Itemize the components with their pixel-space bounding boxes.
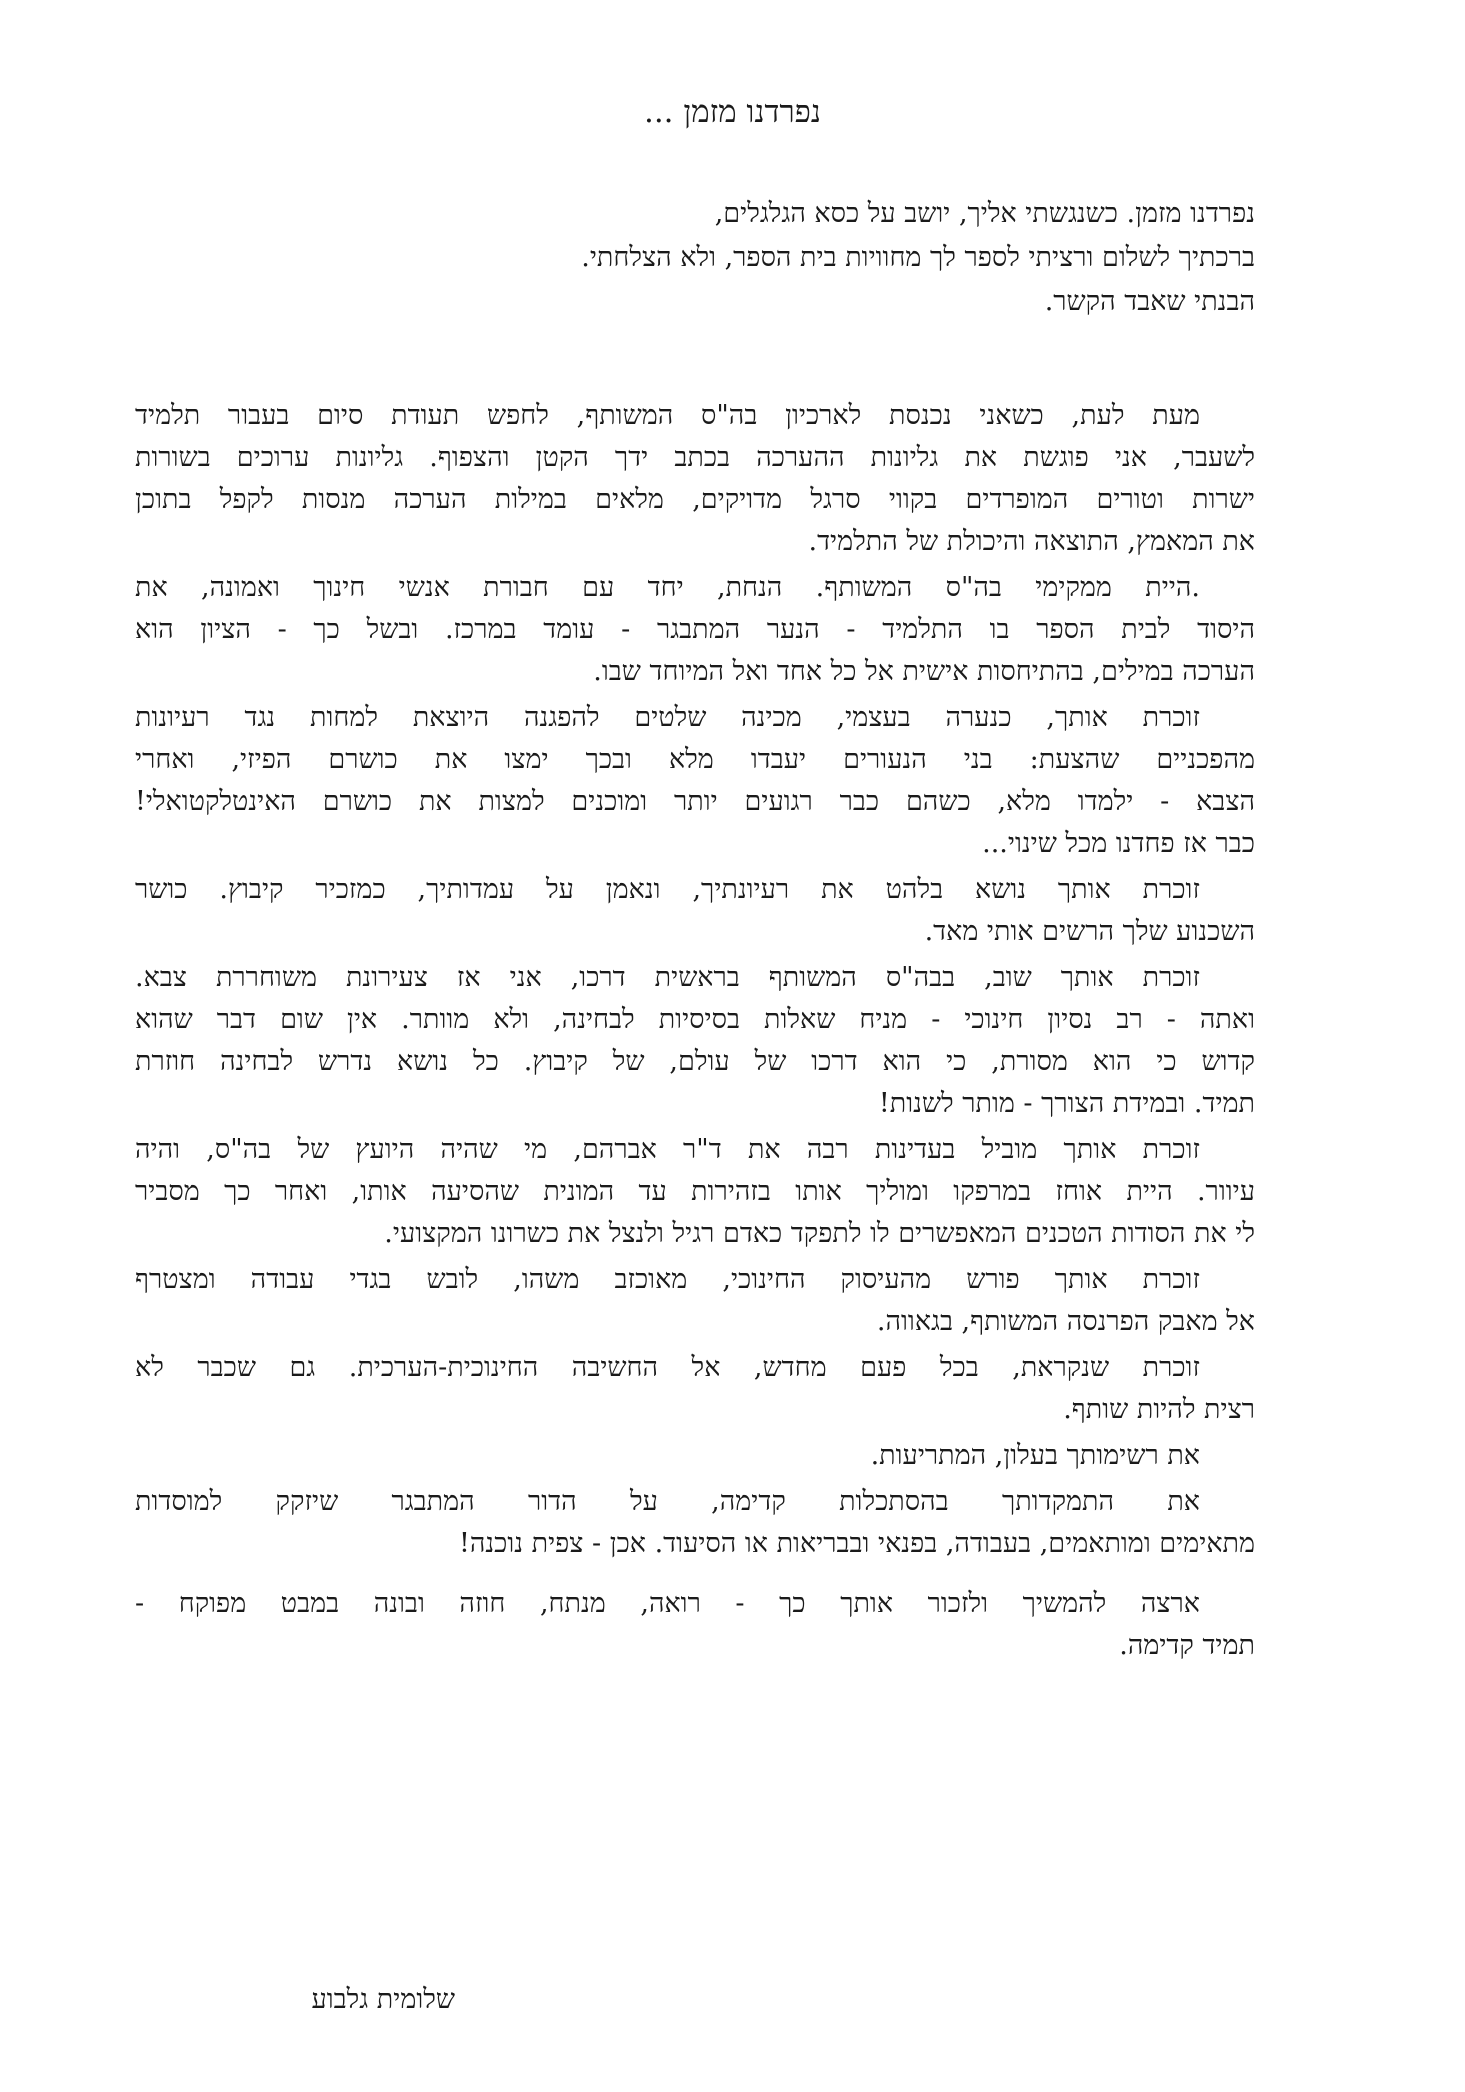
paragraph-line: לשעבר, אני פוגשת את גליונות ההערכה בכתב ידך הקטן והצפוף. גליונות ערוכים בשורות bbox=[135, 442, 1255, 473]
paragraph bbox=[135, 1435, 1255, 1477]
intro-block bbox=[155, 192, 1255, 324]
paragraph-line: מעת לעת, כשאני נכנסת לארכיון בה"ס המשותף, לחפש תעודת סיום בעבור תלמיד bbox=[135, 400, 1200, 431]
paragraph-line: תמיד. ובמידת הצורך - מותר לשנות! bbox=[878, 1088, 1255, 1119]
paragraph-line: .היית ממקימי בה"ס המשותף. הנחת, יחד עם חבורת אנשי חינוך ואמונה, את bbox=[135, 572, 1200, 603]
intro-line: הבנתי שאבד הקשר. bbox=[1044, 286, 1255, 317]
paragraph-line: אל מאבק הפרנסה המשותף, בגאווה. bbox=[876, 1306, 1255, 1337]
paragraph-line: את התמקדותך בהסתכלות קדימה, על הדור המתבגר שיזקק למוסדות bbox=[135, 1486, 1200, 1517]
paragraph bbox=[135, 1347, 1255, 1431]
paragraph bbox=[135, 567, 1255, 693]
paragraph-line: ואתה - רב נסיון חינוכי - מניח שאלות בסיסיות לבחינה, ולא מוותר. אין שום דבר שהוא bbox=[135, 1004, 1255, 1035]
paragraph-line: השכנוע שלך הרשים אותי מאד. bbox=[924, 916, 1255, 947]
paragraph-line: זוכרת אותך, כנערה בעצמי, מכינה שלטים להפגנה היוצאת למחות נגד רעיונות bbox=[135, 702, 1200, 733]
paragraph-line: הערכה במילים, בהתיחסות אישית אל כל אחד ואל המיוחד שבו. bbox=[593, 656, 1255, 687]
letter-body bbox=[135, 395, 1255, 1671]
intro-line: ברכתיך לשלום ורציתי לספר לך מחוויות בית הספר, ולא הצלחתי. bbox=[581, 242, 1255, 273]
paragraph-line: ישרות וטורים המופרדים בקווי סרגל מדויקים, מלאים במילות הערכה מנסות לקפל בתוכן bbox=[135, 484, 1255, 515]
letter-title: נפרדנו מזמן ... bbox=[643, 94, 822, 130]
paragraph bbox=[135, 1583, 1255, 1667]
paragraph-line: רצית להיות שותף. bbox=[1063, 1394, 1255, 1425]
signature: שלומית גלבוע bbox=[311, 1984, 455, 2015]
paragraph-line: מהפכניים שהצעת: בני הנעורים יעבדו מלא ובכך ימצו את כושרם הפיזי, ואחרי bbox=[135, 744, 1255, 775]
paragraph-line: עיוור. היית אוחז במרפקו ומוליך אותו בזהירות עד המונית שהסיעה אותו, ואחר כך מסביר bbox=[135, 1176, 1255, 1207]
paragraph-line: זוכרת אותך מוביל בעדינות רבה את ד"ר אברהם, מי שהיה היועץ של בה"ס, והיה bbox=[135, 1134, 1200, 1165]
paragraph-line: זוכרת אותך שוב, בבה"ס המשותף בראשית דרכו, אני אז צעירונת משוחררת צבא. bbox=[135, 962, 1200, 993]
paragraph-line: קדוש כי הוא מסורת, כי הוא דרכו של עולם, של קיבוץ. כל נושא נדרש לבחינה חוזרת bbox=[135, 1046, 1255, 1077]
paragraph bbox=[135, 697, 1255, 865]
paragraph-line: זוכרת אותך פורש מהעיסוק החינוכי, מאוכזב משהו, לובש בגדי עבודה ומצטרף bbox=[135, 1264, 1200, 1295]
paragraph-line: את המאמץ, התוצאה והיכולת של התלמיד. bbox=[808, 526, 1255, 557]
paragraph bbox=[135, 1259, 1255, 1343]
paragraph-line: זוכרת אותך נושא בלהט את רעיונתיך, ונאמן על עמדותיך, כמזכיר קיבוץ. כושר bbox=[135, 874, 1200, 905]
intro-line: נפרדנו מזמן. כשנגשתי אליך, יושב על כסא הגלגלים, bbox=[714, 198, 1255, 229]
paragraph bbox=[135, 1481, 1255, 1565]
paragraph-line: זוכרת שנקראת, בכל פעם מחדש, אל החשיבה החינוכית-הערכית. גם שכבר לא bbox=[135, 1352, 1200, 1383]
paragraph-line: כבר אז פחדנו מכל שינוי... bbox=[982, 828, 1255, 859]
paragraph-line: הצבא - ילמדו מלא, כשהם כבר רגועים יותר ומוכנים למצות את כושרם האינטלקטואלי! bbox=[135, 786, 1255, 817]
paragraph-line: היסוד לבית הספר בו התלמיד - הנער המתבגר - עומד במרכז. ובשל כך - הציון הוא bbox=[135, 614, 1255, 645]
paragraph-line: מתאימים ומותאמים, בעבודה, בפנאי ובבריאות או הסיעוד. אכן - צפית נוכנה! bbox=[458, 1528, 1255, 1559]
paragraph bbox=[135, 957, 1255, 1125]
paragraph-line: תמיד קדימה. bbox=[1119, 1630, 1255, 1661]
paragraph bbox=[135, 395, 1255, 563]
paragraph bbox=[135, 869, 1255, 953]
paragraph-line: לי את הסודות הטכנים המאפשרים לו לתפקד כאדם רגיל ולנצל את כשרונו המקצועי. bbox=[384, 1218, 1255, 1249]
paragraph-line: את רשימותך בעלון, המתריעות. bbox=[870, 1440, 1200, 1471]
paragraph bbox=[135, 1129, 1255, 1255]
paragraph-line: ארצה להמשיך ולזכור אותך כך - רואה, מנתח, חוזה ובונה במבט מפוקח - bbox=[135, 1588, 1200, 1619]
